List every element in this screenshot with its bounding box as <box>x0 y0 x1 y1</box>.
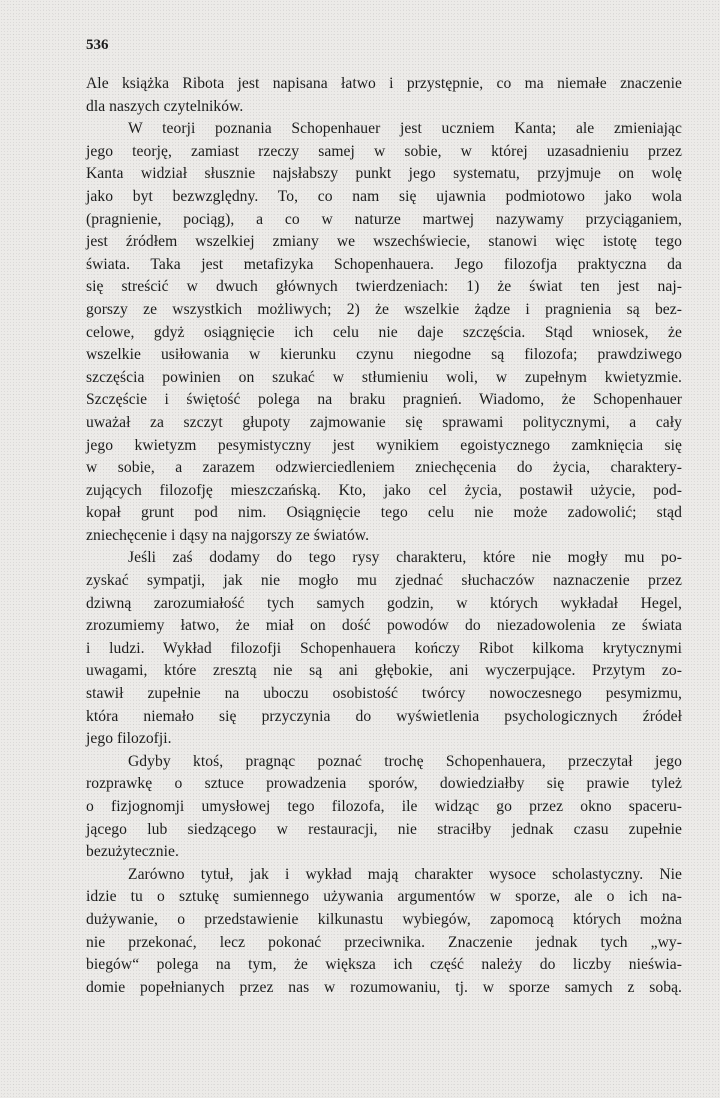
text-line: Kanta widział słusznie najsłabszy punkt jego systematu, przyjmuje on wolę <box>86 165 682 183</box>
text-line: która niemało się przyczynia do wyświetlenia psychologicznych źródeł <box>86 707 682 725</box>
text-line: w sobie, a zarazem odzwierciedleniem zniechęcenia do życia, charaktery- <box>86 459 682 477</box>
text-line: zrozumiemy łatwo, że miał on dość powodów do niezadowolenia ze świata <box>86 617 682 635</box>
text-line: uwagami, które zresztą nie są ani głębokie, ani wyczerpujące. Przytym zo- <box>86 662 682 680</box>
text-line: o fizjognomji umysłowej tego filozofa, ile widząc go przez okno spaceru- <box>86 798 682 815</box>
text-line: dużywanie, o przedstawienie kilkunastu wybiegów, zapomocą których można <box>86 910 682 928</box>
text-line: zyskać sympatji, jak nie mogło mu zjednać słuchaczów naznaczenie przez <box>86 572 682 590</box>
text-line: jego filozofji. <box>86 730 172 748</box>
text-line: kopał grunt pod nim. Osiągnięcie tego celu nie może zadowolić; stąd <box>86 504 682 522</box>
text-line: celowe, gdyż osiągnięcie ich celu nie daje szczęścia. Stąd wniosek, że <box>86 323 682 341</box>
body-text <box>86 73 682 999</box>
text-line: jako byt bezwzględny. To, co nam się ujawnia podmiotowo jako wola <box>86 187 682 205</box>
text-line: i ludzi. Wykład filozofji Schopenhauera kończy Ribot kilkoma krytycznymi <box>86 639 682 657</box>
text-line: jącego lub siedzącego w restauracji, nie straciłby jednak czasu zupełnie <box>86 820 682 838</box>
text-line: uważał za szczyt głupoty zajmowanie się sprawami politycznymi, a cały <box>86 413 682 431</box>
text-line: jego teorję, zamiast rzeczy samej w sobie, w której uzasadnieniu przez <box>86 142 682 160</box>
text-line: szczęścia powinien on szukać w stłumieniu woli, w zupełnym kwietyzmie. <box>86 368 682 386</box>
text-line: dziwną zarozumiałość tych samych godzin, w których wykładał Hegel, <box>86 594 682 612</box>
text-line: Ale książka Ribota jest napisana łatwo i przystępnie, co ma niemałe znaczenie <box>86 75 682 92</box>
text-line: rozprawkę o sztuce prowadzenia sporów, dowiedziałby się prawie tyleż <box>86 775 682 793</box>
text-line: biegów“ polega na tym, że większa ich część należy do liczby nieświa- <box>86 956 682 974</box>
text-line: Gdyby ktoś, pragnąc poznać trochę Schopenhauera, przeczytał jego <box>128 752 682 770</box>
text-line: dla naszych czytelników. <box>86 97 244 115</box>
text-line: stawił zupełnie na uboczu osobistość twórcy nowoczesnego pesymizmu, <box>86 685 682 703</box>
text-line: idzie tu o sztukę sumiennego używania argumentów w sporze, ale o ich na- <box>86 888 682 906</box>
text-line: domie popełnianych przez nas w rozumowaniu, tj. w sporze samych z sobą. <box>86 978 682 996</box>
text-line: Szczęście i świętość polega na braku pragnień. Wiadomo, że Schopenhauer <box>86 391 682 409</box>
text-line: zujących filozofję mieszczańską. Kto, jako cel życia, postawił użycie, pod- <box>86 481 682 499</box>
text-line: zniechęcenie i dąsy na najgorszy ze światów. <box>86 526 370 544</box>
text-line: jego kwietyzm pesymistyczny jest wynikiem egoistycznego zamknięcia się <box>86 436 682 454</box>
text-line: bezużytecznie. <box>86 843 179 861</box>
text-line: świata. Taka jest metafizyka Schopenhauera. Jego filozofja praktyczna da <box>86 255 682 273</box>
text-line: się streścić w dwuch głównych twierdzeniach: 1) że świat ten jest naj- <box>86 278 682 296</box>
text-line: Zarówno tytuł, jak i wykład mają charakter wysoce scholastyczny. Nie <box>128 865 682 883</box>
text-line: Jeśli zaś dodamy do tego rysy charakteru, które nie mogły mu po- <box>128 549 682 567</box>
text-line: wszelkie usiłowania w kierunku czynu niegodne są filozofa; prawdziwego <box>86 346 682 364</box>
text-line: jest źródłem wszelkiej zmiany we wszechświecie, stanowi więc istotę tego <box>86 233 682 251</box>
text-line: (pragnienie, pociąg), a co w naturze martwej nazywamy przyciąganiem, <box>86 210 682 228</box>
text-line: W teorji poznania Schopenhauer jest uczniem Kanta; ale zmieniając <box>128 120 682 138</box>
page-number: 536 <box>86 37 109 53</box>
text-line: gorszy ze wszystkich możliwych; 2) że wszelkie żądze i pragnienia są bez- <box>86 300 682 318</box>
text-line: nie przekonać, lecz pokonać przeciwnika. Znaczenie jednak tych „wy- <box>86 933 682 951</box>
